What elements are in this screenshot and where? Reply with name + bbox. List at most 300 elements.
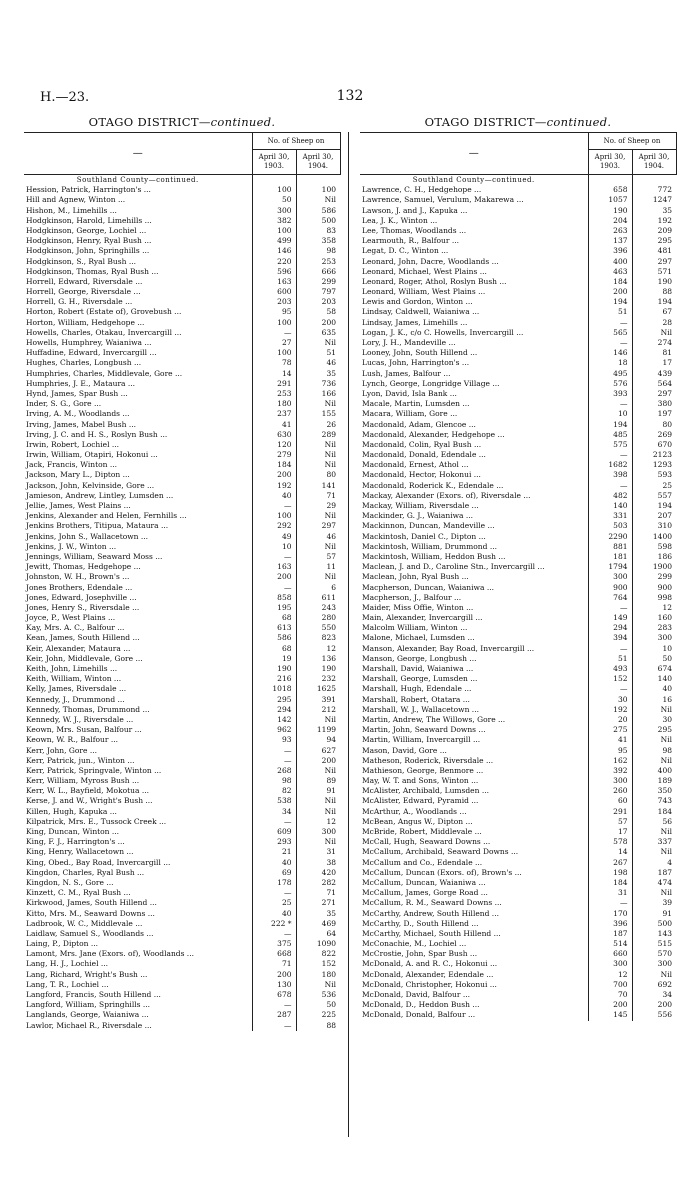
sheep-1903-cell: — [588,318,632,328]
owner-name-cell: Keir, Alexander, Mataura ... [24,644,252,654]
sheep-1903-cell: 10 [588,409,632,419]
table-row [360,705,676,715]
sheep-1903-cell: 393 [588,389,632,399]
table-row [360,328,676,338]
table-row [24,358,340,368]
table-row [360,796,676,806]
sheep-1903-cell: 565 [588,328,632,338]
table-row [360,664,676,674]
table-row [24,847,340,857]
sheep-1904-cell: 736 [296,379,340,389]
table-row [24,684,340,694]
owner-name-cell: Keith, John, Limehills ... [24,664,252,674]
right-table-body [360,175,676,1021]
sheep-1904-cell: 26 [296,420,340,430]
sheep-1903-cell: 82 [252,786,296,796]
owner-name-cell: Macale, Martin, Lumsden ... [360,399,588,409]
sheep-1904-cell: Nil [296,715,340,725]
sheep-1904-cell: 71 [296,888,340,898]
owner-name-cell: Humphries, J. E., Mataura ... [24,379,252,389]
table-row [24,409,340,419]
owner-name-cell: McAlister, Edward, Pyramid ... [360,796,588,806]
table-row [360,297,676,307]
owner-name-cell: Johnston, W. H., Brown's ... [24,572,252,582]
sheep-1904-cell: Nil [632,328,676,338]
sheep-1903-cell: 200 [252,970,296,980]
owner-name-cell: Leonard, William, West Plains ... [360,287,588,297]
sheep-1904-cell: Nil [296,511,340,521]
table-row [360,572,676,582]
table-row [24,664,340,674]
sheep-1904-cell: 297 [296,521,340,531]
owner-name-cell: Kingdon, Charles, Ryal Bush ... [24,868,252,878]
table-row [360,430,676,440]
owner-name-cell: Mackinnon, Duncan, Mandeville ... [360,521,588,531]
owner-name-cell: McCallum, Duncan (Exors. of), Brown's ... [360,868,588,878]
sheep-1903-cell: 181 [588,552,632,562]
right-column [360,112,676,1021]
sheep-1903-cell: 253 [252,389,296,399]
table-row [24,491,340,501]
table-row [24,888,340,898]
owner-name-cell: Lindsay, Caldwell, Waianiwa ... [360,307,588,317]
sheep-1903-cell: 180 [252,399,296,409]
table-row [24,735,340,745]
sheep-1903-cell: 200 [252,572,296,582]
sheep-1904-cell: Nil [632,756,676,766]
sheep-1904-cell: 598 [632,542,676,552]
owner-name-cell: Mackinder, G. J., Waianiwa ... [360,511,588,521]
sheep-1904-cell: 570 [632,949,676,959]
sheep-1904-cell: 692 [632,980,676,990]
sheep-1904-cell: Nil [296,399,340,409]
sheep-1903-cell: 1057 [588,195,632,205]
table-row [360,684,676,694]
sheep-1904-cell: 46 [296,358,340,368]
sheep-1904-cell: 200 [296,318,340,328]
document-reference: H.—23. [40,90,90,105]
sheep-1904-cell: 190 [296,664,340,674]
sheep-1904-cell: 297 [632,257,676,267]
sheep-1903-cell: — [588,644,632,654]
owner-name-cell: Horton, William, Hedgehope ... [24,318,252,328]
table-row [24,796,340,806]
table-row [360,246,676,256]
owner-name-cell: Lyon, David, Isla Bank ... [360,389,588,399]
owner-name-cell: McCallum, James, Gorge Road ... [360,888,588,898]
sheep-1904-cell: 515 [632,939,676,949]
owner-name-cell: Hodgkinson, Thomas, Ryal Bush ... [24,267,252,277]
owner-name-cell: Jamieson, Andrew, Lintley, Lumsden ... [24,491,252,501]
owner-name-cell: Jackson, John, Kelvinside, Gore ... [24,481,252,491]
owner-name-cell: Lewis and Gordon, Winton ... [360,297,588,307]
sheep-1904-cell: 152 [296,959,340,969]
owner-name-cell: Jennings, William, Seaward Moss ... [24,552,252,562]
owner-name-cell: Jewitt, Thomas, Hedgehope ... [24,562,252,572]
sheep-1903-cell: 178 [252,878,296,888]
owner-name-cell: Langlands, George, Waianiwa ... [24,1010,252,1020]
sheep-1904-cell: 358 [296,236,340,246]
owner-name-cell: Macara, William, Gore ... [360,409,588,419]
table-row [24,593,340,603]
sheep-1903-cell: — [588,399,632,409]
table-row [24,389,340,399]
table-row [360,470,676,480]
table-row [360,633,676,643]
table-row [360,277,676,287]
table-row [24,572,340,582]
sheep-1904-cell: 180 [296,970,340,980]
table-row [360,959,676,969]
owner-name-cell: Marshall, George, Lumsden ... [360,674,588,684]
table-row [360,837,676,847]
owner-name-cell: Martin, William, Invercargill ... [360,735,588,745]
table-row [360,990,676,1000]
column-divider [348,132,349,1137]
sheep-1903-cell: 137 [588,236,632,246]
left-table-body [24,175,340,1031]
owner-name-cell: Leonard, Michael, West Plains ... [360,267,588,277]
table-row [360,644,676,654]
sheep-1903-cell: — [252,746,296,756]
owner-name-cell: Inder, S. G., Gore ... [24,399,252,409]
table-row [24,949,340,959]
owner-name-cell: Marshall, Robert, Otatara ... [360,695,588,705]
sheep-1904-cell: 4 [632,858,676,868]
owner-name-cell: McDonald, Donald, Balfour ... [360,1010,588,1020]
owner-name-cell: Lang, Richard, Wright's Bush ... [24,970,252,980]
sheep-1903-cell: 482 [588,491,632,501]
table-row [360,358,676,368]
sheep-1903-cell: 300 [588,776,632,786]
table-row [24,450,340,460]
left-sheep-table [24,132,341,1031]
sheep-1904-cell: 1900 [632,562,676,572]
sheep-1903-cell: 294 [252,705,296,715]
owner-name-cell: Lawrence, C. H., Hedgehope ... [360,185,588,195]
sheep-1904-cell: 166 [296,389,340,399]
sheep-1903-cell: 463 [588,267,632,277]
table-row [24,216,340,226]
sheep-1903-cell: 200 [252,470,296,480]
sheep-1904-cell: 25 [632,481,676,491]
sheep-1903-cell: 858 [252,593,296,603]
sheep-1904-cell: 203 [296,297,340,307]
owner-name-cell: Leonard, John, Dacre, Woodlands ... [360,257,588,267]
sheep-1904-cell: 557 [632,491,676,501]
sheep-1904-cell: 400 [632,766,676,776]
owner-name-cell: Kerr, William, Myross Bush ... [24,776,252,786]
sheep-1903-cell: 27 [252,338,296,348]
owner-name-cell: Hodgkinson, John, Springhills ... [24,246,252,256]
table-row [24,399,340,409]
owner-name-cell: Martin, John, Seaward Downs ... [360,725,588,735]
sheep-1904-cell: 83 [296,226,340,236]
sheep-1903-cell: 95 [252,307,296,317]
owner-name-cell: Marshall, Hugh, Edendale ... [360,684,588,694]
right-col1-header: April 30, 1903. [588,150,632,175]
sheep-1904-cell: 81 [632,348,676,358]
sheep-1904-cell: 666 [296,267,340,277]
table-row [24,511,340,521]
owner-name-cell: Jones Brothers, Edendale ... [24,583,252,593]
sheep-1904-cell: 35 [296,369,340,379]
sheep-1904-cell: 380 [632,399,676,409]
table-row [24,532,340,542]
owner-name-cell: Macdonald, Donald, Edendale ... [360,450,588,460]
table-row [24,501,340,511]
sheep-1904-cell: 300 [296,827,340,837]
owner-name-cell: Hill and Agnew, Winton ... [24,195,252,205]
table-row [360,409,676,419]
sheep-1904-cell: Nil [296,440,340,450]
sheep-1903-cell: 263 [588,226,632,236]
left-name-header: — [24,133,252,175]
owner-name-cell: King, F. J., Harrington's ... [24,837,252,847]
owner-name-cell: Mackintosh, William, Heddon Bush ... [360,552,588,562]
owner-name-cell: McArthur, A., Woodlands ... [360,807,588,817]
sheep-1903-cell: 51 [588,307,632,317]
sheep-1904-cell: 593 [632,470,676,480]
sheep-1903-cell: 69 [252,868,296,878]
table-row [24,1021,340,1031]
owner-name-cell: Manson, George, Longbush ... [360,654,588,664]
owner-name-cell: Jones, Henry S., Riversdale ... [24,603,252,613]
sheep-1903-cell: 100 [252,185,296,195]
sheep-1904-cell: Nil [632,705,676,715]
table-row [24,369,340,379]
owner-name-cell: Lory, J. H., Mandeville ... [360,338,588,348]
table-row [360,623,676,633]
table-row [360,970,676,980]
owner-name-cell: Horrell, G. H., Riversdale ... [24,297,252,307]
sheep-1904-cell: 481 [632,246,676,256]
sheep-1903-cell: 21 [252,847,296,857]
sheep-1903-cell: 678 [252,990,296,1000]
sheep-1903-cell: 600 [252,287,296,297]
sheep-1904-cell: 38 [296,858,340,868]
sheep-1903-cell: 300 [588,572,632,582]
sheep-1904-cell: 136 [296,654,340,664]
sheep-1904-cell: Nil [632,847,676,857]
owner-name-cell: Marshall, W. J., Wallacetown ... [360,705,588,715]
table-row [360,379,676,389]
sheep-1904-cell: Nil [296,807,340,817]
table-row [360,195,676,205]
table-row [360,583,676,593]
sheep-1903-cell: 19 [252,654,296,664]
right-colgroup-header: No. of Sheep on [588,133,676,150]
table-row [24,939,340,949]
sheep-1904-cell: 57 [296,552,340,562]
table-row [360,257,676,267]
table-row [360,827,676,837]
owner-name-cell: Ladbrook, W. C., Middlevale ... [24,919,252,929]
sheep-1904-cell: 289 [296,430,340,440]
table-row [24,909,340,919]
sheep-1904-cell: 197 [632,409,676,419]
sheep-1903-cell: 195 [252,603,296,613]
owner-name-cell: Jones, Edward, Josephville ... [24,593,252,603]
owner-name-cell: Leonard, Roger, Athol, Roslyn Bush ... [360,277,588,287]
owner-name-cell: Legat, D. C., Winton ... [360,246,588,256]
sheep-1904-cell: 797 [296,287,340,297]
table-row [360,756,676,766]
owner-name-cell: Maider, Miss Offie, Winton ... [360,603,588,613]
sheep-1903-cell: — [588,603,632,613]
sheep-1903-cell: — [252,929,296,939]
sheep-1904-cell: 12 [296,644,340,654]
sheep-1904-cell: 194 [632,501,676,511]
sheep-1904-cell: 571 [632,267,676,277]
sheep-1904-cell: 1247 [632,195,676,205]
sheep-1903-cell: 668 [252,949,296,959]
owner-name-cell: Mackintosh, William, Drummond ... [360,542,588,552]
table-row [360,491,676,501]
sheep-1904-cell: 140 [632,674,676,684]
sheep-1904-cell: 186 [632,552,676,562]
sheep-1903-cell: 499 [252,236,296,246]
table-row [360,267,676,277]
table-row [24,746,340,756]
owner-name-cell: McCallum, Duncan, Waianiwa ... [360,878,588,888]
table-row [360,318,676,328]
sheep-1903-cell: 630 [252,430,296,440]
sheep-1903-cell: — [252,817,296,827]
table-row [24,807,340,817]
table-row [24,583,340,593]
owner-name-cell: Hodgkinson, George, Lochiel ... [24,226,252,236]
sheep-1903-cell: 100 [252,511,296,521]
sheep-1903-cell: 190 [588,206,632,216]
sheep-1904-cell: 192 [632,216,676,226]
table-row [24,990,340,1000]
owner-name-cell: Laing, P., Dipton ... [24,939,252,949]
owner-name-cell: Macdonald, Ernest, Athol ... [360,460,588,470]
sheep-1904-cell: 391 [296,695,340,705]
sheep-1903-cell: — [252,888,296,898]
sheep-1904-cell: 500 [296,216,340,226]
owner-name-cell: McCall, Hugh, Seaward Downs ... [360,837,588,847]
sheep-1903-cell: 152 [588,674,632,684]
table-row [24,827,340,837]
owner-name-cell: Kinzett, C. M., Ryal Bush ... [24,888,252,898]
owner-name-cell: Macdonald, Roderick K., Edendale ... [360,481,588,491]
owner-name-cell: Kilpatrick, Mrs. E., Tussock Creek ... [24,817,252,827]
owner-name-cell: McDonald, David, Balfour ... [360,990,588,1000]
sheep-1903-cell: 576 [588,379,632,389]
sheep-1903-cell: 220 [252,257,296,267]
owner-name-cell: Joyce, P., West Plains ... [24,613,252,623]
sheep-1903-cell: 184 [588,878,632,888]
owner-name-cell: Jenkins, J. W., Winton ... [24,542,252,552]
sheep-1903-cell: 268 [252,766,296,776]
sheep-1903-cell: 41 [588,735,632,745]
table-row [24,929,340,939]
sheep-1904-cell: 64 [296,929,340,939]
sheep-1904-cell: 295 [632,236,676,246]
table-row [24,837,340,847]
sheep-1903-cell: 14 [252,369,296,379]
owner-name-cell: McDonald, Alexander, Edendale ... [360,970,588,980]
table-row [24,552,340,562]
owner-name-cell: Irving, J. C. and H. S., Roslyn Bush ... [24,430,252,440]
sheep-1904-cell: 56 [632,817,676,827]
table-row [24,277,340,287]
sheep-1903-cell: — [588,338,632,348]
sheep-1904-cell: 282 [296,878,340,888]
sheep-1904-cell: 91 [296,786,340,796]
owner-name-cell: Langford, William, Springhills ... [24,1000,252,1010]
owner-name-cell: Howells, Charles, Otakau, Invercargill ... [24,328,252,338]
sheep-1904-cell: 91 [632,909,676,919]
sheep-1904-cell: Nil [296,338,340,348]
sheep-1904-cell: Nil [296,766,340,776]
table-row [24,430,340,440]
sheep-1903-cell: 187 [588,929,632,939]
sheep-1903-cell: 10 [252,542,296,552]
table-row [24,613,340,623]
table-row [360,725,676,735]
owner-name-cell: Jellie, James, West Plains ... [24,501,252,511]
owner-name-cell: May, W. T. and Sons, Winton ... [360,776,588,786]
owner-name-cell: Keown, Mrs. Susan, Balfour ... [24,725,252,735]
table-row [360,542,676,552]
sheep-1904-cell: 299 [632,572,676,582]
table-row [360,369,676,379]
sheep-1904-cell: Nil [296,450,340,460]
table-row [360,338,676,348]
owner-name-cell: Jack, Francis, Winton ... [24,460,252,470]
sheep-1904-cell: Nil [632,970,676,980]
sheep-1904-cell: 1090 [296,939,340,949]
table-row [24,970,340,980]
sheep-1904-cell: 822 [296,949,340,959]
table-row [360,532,676,542]
sheep-1903-cell: 68 [252,644,296,654]
owner-name-cell: Macpherson, Duncan, Waianiwa ... [360,583,588,593]
sheep-1903-cell: 146 [588,348,632,358]
owner-name-cell: Mackay, William, Riversdale ... [360,501,588,511]
table-row [24,542,340,552]
table-row [24,705,340,715]
sheep-1904-cell: 627 [296,746,340,756]
sheep-1903-cell: 1682 [588,460,632,470]
sheep-1903-cell: 198 [588,868,632,878]
sheep-1903-cell: 184 [252,460,296,470]
sheep-1904-cell: 337 [632,837,676,847]
owner-name-cell: Laidlaw, Samuel S., Woodlands ... [24,929,252,939]
owner-name-cell: Lawlor, Michael R., Riversdale ... [24,1021,252,1031]
sheep-1904-cell: 98 [296,246,340,256]
sheep-1904-cell: 300 [632,633,676,643]
sheep-1904-cell: 10 [632,644,676,654]
table-row [24,756,340,766]
table-row [24,338,340,348]
sheep-1904-cell: 34 [632,990,676,1000]
sheep-1904-cell: 35 [296,909,340,919]
sheep-1904-cell: Nil [296,796,340,806]
table-row [360,450,676,460]
owner-name-cell: Lee, Thomas, Woodlands ... [360,226,588,236]
sheep-1904-cell: 67 [632,307,676,317]
sheep-1903-cell: 279 [252,450,296,460]
table-row [24,318,340,328]
owner-name-cell: Learmouth, R., Balfour ... [360,236,588,246]
sheep-1904-cell: 253 [296,257,340,267]
sheep-1904-cell: 6 [296,583,340,593]
owner-name-cell: Jackson, Mary L., Dipton ... [24,470,252,480]
